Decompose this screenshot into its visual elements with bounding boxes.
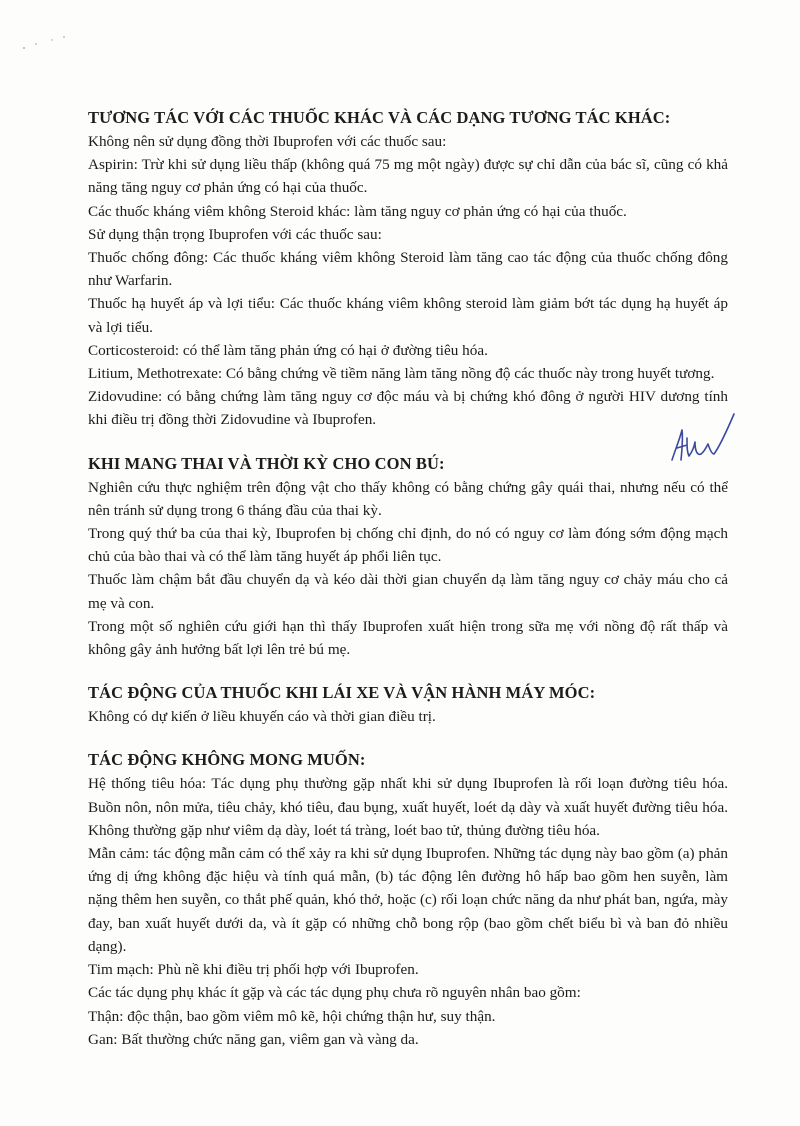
document-body — [88, 106, 728, 1051]
paragraph: Thuốc hạ huyết áp và lợi tiểu: Các thuốc kháng viêm không steroid làm giảm bớt tác dụng hạ huyết áp và lợi tiểu. — [88, 295, 728, 336]
paragraph: Zidovudine: có bằng chứng làm tăng nguy cơ độc máu và bị chứng khó đông ở người HIV dương tính khi điều trị đồng thời Zidovudine và Ibuprofen. — [88, 388, 728, 429]
paragraph: Corticosteroid: có thể làm tăng phản ứng có hại ở đường tiêu hóa. — [88, 341, 488, 359]
scan-speck-mark — [18, 30, 78, 60]
paragraph: Không có dự kiến ở liều khuyến cáo và thời gian điều trị. — [88, 708, 436, 726]
section-spacer — [88, 728, 728, 748]
paragraph: Thận: độc thận, bao gồm viêm mô kẽ, hội chứng thận hư, suy thận. — [88, 1007, 496, 1025]
paragraph: Mẫn cảm: tác động mẫn cảm có thể xảy ra khi sử dụng Ibuprofen. Những tác dụng này bao gồm (a) phản ứng dị ứng không đặc hiệu và tính quá mẫn, (b) tác động lên đường hô hấp bao gồm hen suyễn, làm nặng thêm hen suyễn, co thắt phế quản, khó thở, hoặc (c) rối loạn chức năng da như phát ban, ngứa, mày đay, ban xuất huyết dưới da, và ít gặp có những chỗ bong rộp (bao gồm chết biểu bì và ban đỏ nhiều dạng). — [88, 845, 728, 955]
paragraph: Trong quý thứ ba của thai kỳ, Ibuprofen bị chống chỉ định, do nó có nguy cơ làm đóng sớm động mạch chủ của bào thai và có thể làm tăng huyết áp phổi liên tục. — [88, 525, 728, 566]
paragraph: Thuốc làm chậm bắt đầu chuyển dạ và kéo dài thời gian chuyển dạ làm tăng nguy cơ chảy máu cho cả mẹ và con. — [88, 571, 728, 612]
section-heading: KHI MANG THAI VÀ THỜI KỲ CHO CON BÚ: — [88, 453, 445, 473]
paragraph: Các thuốc kháng viêm không Steroid khác: làm tăng nguy cơ phản ứng có hại của thuốc. — [88, 202, 627, 220]
paragraph: Tim mạch: Phù nề khi điều trị phối hợp với Ibuprofen. — [88, 961, 419, 979]
paragraph: Thuốc chống đông: Các thuốc kháng viêm không Steroid làm tăng cao tác động của thuốc chống đông như Warfarin. — [88, 249, 728, 290]
section-heading: TÁC ĐỘNG CỦA THUỐC KHI LÁI XE VÀ VẬN HÀNH MÁY MÓC: — [88, 683, 596, 703]
paragraph: Sử dụng thận trọng Ibuprofen với các thuốc sau: — [88, 225, 382, 243]
paragraph: Hệ thống tiêu hóa: Tác dụng phụ thường gặp nhất khi sử dụng Ibuprofen là rối loạn đường tiêu hóa. Buồn nôn, nôn mửa, tiêu chảy, khó tiêu, đau bụng, xuất huyết, loét dạ dày và xuất huyết đường tiêu hóa. Không thường gặp như viêm dạ dày, loét tá tràng, loét bao tử, thủng đường tiêu hóa. — [88, 775, 728, 839]
paragraph: Không nên sử dụng đồng thời Ibuprofen với các thuốc sau: — [88, 133, 447, 150]
section-heading: TÁC ĐỘNG KHÔNG MONG MUỐN: — [88, 750, 366, 770]
paragraph: Các tác dụng phụ khác ít gặp và các tác dụng phụ chưa rõ nguyên nhân bao gồm: — [88, 984, 581, 1002]
handwritten-signature-icon — [668, 408, 738, 468]
paragraph: Aspirin: Trừ khi sử dụng liều thấp (không quá 75 mg một ngày) được sự chỉ dẫn của bác sĩ, cũng có khả năng tăng nguy cơ phản ứng có hại của thuốc. — [88, 156, 728, 197]
section-spacer — [88, 432, 728, 452]
section-adverse-effects — [88, 748, 728, 1050]
paragraph: Gan: Bất thường chức năng gan, viêm gan và vàng da. — [88, 1030, 419, 1048]
section-spacer — [88, 661, 728, 681]
section-heading: TƯƠNG TÁC VỚI CÁC THUỐC KHÁC VÀ CÁC DẠNG TƯƠNG TÁC KHÁC: — [88, 108, 671, 127]
section-drug-interactions — [88, 106, 728, 432]
paragraph: Nghiên cứu thực nghiệm trên động vật cho thấy không có bằng chứng gây quái thai, nhưng nếu có thể nên tránh sử dụng trong 6 tháng đầu của thai kỳ. — [88, 478, 728, 519]
paragraph: Litium, Methotrexate: Có bằng chứng về tiềm năng làm tăng nồng độ các thuốc này trong huyết tương. — [88, 365, 715, 383]
section-pregnancy-lactation — [88, 452, 728, 662]
paragraph: Trong một số nghiên cứu giới hạn thì thấy Ibuprofen xuất hiện trong sữa mẹ với nồng độ rất thấp và không gây ảnh hưởng bất lợi lên trẻ bú mẹ. — [88, 617, 728, 659]
section-driving-machinery — [88, 681, 728, 728]
